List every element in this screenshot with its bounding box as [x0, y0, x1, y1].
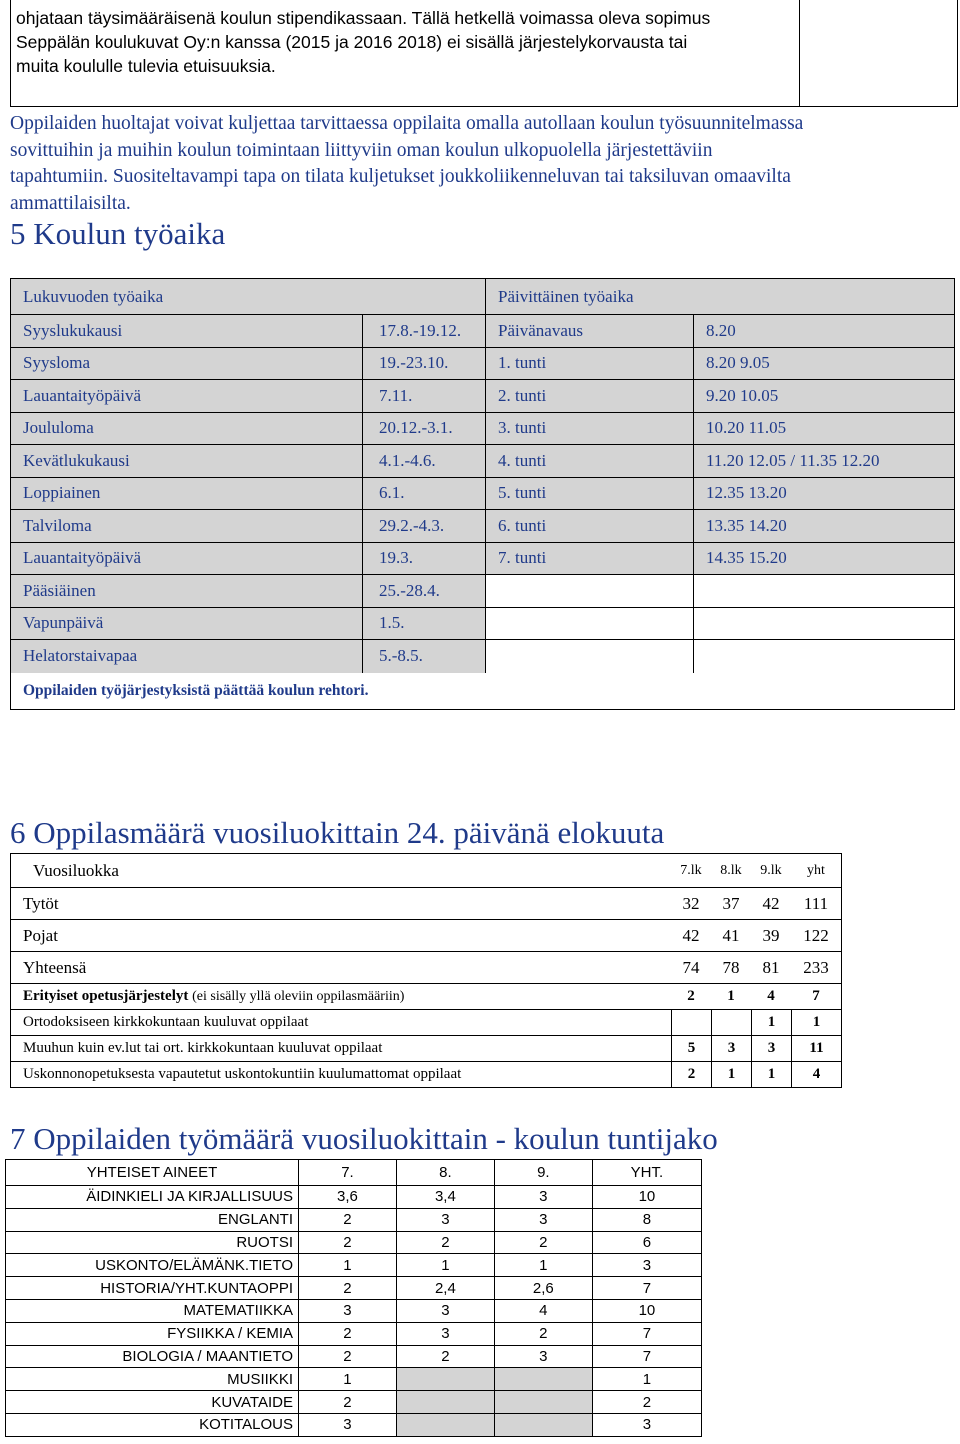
- table-cell: Helatorstaivapaa: [11, 640, 363, 673]
- table-cell: 1.5.: [363, 608, 486, 641]
- table-cell: 4. tunti: [486, 445, 694, 478]
- text-line: tapahtumiin. Suositeltavampi tapa on tilata kuljetukset joukkoliikenneluvan tai taksiluvan omaavilta: [10, 166, 791, 187]
- table-cell: Vapunpäivä: [11, 608, 363, 641]
- table-cell: 3: [592, 1413, 701, 1436]
- text-line: Oppilaiden huoltajat voivat kuljettaa tarvittaessa oppilaita omalla autollaan koulun työsuunnitelmassa: [10, 113, 804, 134]
- table-cell: 41: [722, 925, 740, 945]
- table-cell: 3: [711, 1036, 751, 1061]
- table-cell: 1: [751, 1062, 791, 1087]
- section-5-heading: 5 Koulun työaika: [10, 216, 226, 251]
- table-row: [11, 608, 954, 641]
- table-cell: 2: [396, 1345, 494, 1368]
- table-cell: [694, 640, 954, 673]
- section-7-heading: 7 Oppilaiden työmäärä vuosiluokittain - koulun tuntijako: [10, 1121, 718, 1156]
- table-cell: [396, 1413, 494, 1436]
- table-cell: 13.35 14.20: [694, 510, 954, 543]
- table-cell: 7: [812, 988, 820, 1004]
- special-needs-row: [11, 983, 841, 1009]
- table-cell: 122: [803, 925, 829, 945]
- table-cell: 233: [803, 957, 829, 977]
- student-count-table: [10, 853, 842, 1088]
- table-row: [11, 380, 954, 413]
- text-line: sovittuihin ja muihin koulun toimintaan liittyviin oman koulun ulkopuolella järjestettäviin: [10, 139, 713, 161]
- header-label: Vuosiluokka: [33, 860, 119, 880]
- table-cell: 11.20 12.05 / 11.35 12.20: [694, 445, 954, 478]
- table-cell: 17.8.-19.12.: [363, 315, 486, 348]
- table-cell: 25.-28.4.: [363, 575, 486, 608]
- table-cell: 1: [727, 988, 735, 1004]
- top-box-text: [16, 6, 796, 78]
- subject-cell: KOTITALOUS: [6, 1413, 299, 1436]
- table-cell: 42: [762, 893, 780, 913]
- row-label-note: (ei sisälly yllä oleviin oppilasmääriin): [192, 989, 405, 1004]
- table-cell: 2: [299, 1277, 397, 1300]
- transport-paragraph: [10, 111, 955, 217]
- table-cell: 1: [299, 1254, 397, 1277]
- table-cell: 19.-23.10.: [363, 348, 486, 381]
- table-cell: Kevätlukukausi: [11, 445, 363, 478]
- table-cell: 81: [762, 957, 780, 977]
- subject-cell: BIOLOGIA / MAANTIETO: [6, 1345, 299, 1368]
- table-cell: 74: [682, 957, 700, 977]
- table-cell: 6: [592, 1231, 701, 1254]
- table-cell: [694, 608, 954, 641]
- lesson-distribution-table: [5, 1159, 702, 1437]
- table-cell: 14.35 15.20: [694, 543, 954, 576]
- table-row: [11, 575, 954, 608]
- table-cell: 1: [299, 1368, 397, 1391]
- table-cell: 2: [299, 1391, 397, 1414]
- table-cell: 20.12.-3.1.: [363, 413, 486, 446]
- table-row: [11, 478, 954, 511]
- header-cell: 7.lk: [680, 862, 702, 878]
- table-cell: Joululoma: [11, 413, 363, 446]
- table-cell: 78: [722, 957, 740, 977]
- header-cell: 7.: [299, 1160, 397, 1186]
- row-label: Tytöt: [23, 893, 59, 913]
- table-cell: 6. tunti: [486, 510, 694, 543]
- table-cell: 10.20 11.05: [694, 413, 954, 446]
- table-cell: [694, 575, 954, 608]
- table-cell: 37: [722, 893, 740, 913]
- table-row: [6, 1277, 702, 1300]
- header-cell: 8.: [396, 1160, 494, 1186]
- subject-cell: ÄIDINKIELI JA KIRJALLISUUS: [6, 1186, 299, 1209]
- header-cell: Lukuvuoden työaika: [11, 279, 486, 315]
- table-cell: Päivänavaus: [486, 315, 694, 348]
- subject-cell: USKONTO/ELÄMÄNK.TIETO: [6, 1254, 299, 1277]
- table-cell: 2,6: [494, 1277, 592, 1300]
- table-cell: [671, 1010, 711, 1035]
- table-cell: Syyslukukausi: [11, 315, 363, 348]
- footer-note: Oppilaiden työjärjestyksistä päättää koulun rehtori.: [23, 682, 369, 699]
- religion-row: [11, 1035, 841, 1061]
- table-cell: 9.20 10.05: [694, 380, 954, 413]
- table-cell: 2: [687, 988, 695, 1004]
- subject-cell: KUVATAIDE: [6, 1391, 299, 1414]
- table-cell: 2: [494, 1231, 592, 1254]
- table-cell: 8.20: [694, 315, 954, 348]
- table-cell: 1: [494, 1254, 592, 1277]
- table-cell: 39: [762, 925, 780, 945]
- table-cell: 2. tunti: [486, 380, 694, 413]
- row-label-bold: Erityiset opetusjärjestelyt: [23, 988, 189, 1004]
- table-cell: 2: [671, 1062, 711, 1087]
- table-cell: 3,4: [396, 1186, 494, 1209]
- school-calendar-table: [10, 278, 955, 710]
- table-cell: 8: [592, 1208, 701, 1231]
- table-row: [6, 1299, 702, 1322]
- table-cell: 3: [299, 1299, 397, 1322]
- header-cell: Päivittäinen työaika: [486, 279, 954, 315]
- header-cell: yht: [807, 862, 825, 878]
- table-cell: 4.1.-4.6.: [363, 445, 486, 478]
- table-cell: [486, 575, 694, 608]
- table-header-row: [11, 279, 954, 315]
- religion-row: [11, 1061, 841, 1087]
- table-cell: 3,6: [299, 1186, 397, 1209]
- table-cell: 3: [494, 1345, 592, 1368]
- table-cell: 2: [592, 1391, 701, 1414]
- table-row: [6, 1413, 702, 1436]
- table-cell: 2: [299, 1345, 397, 1368]
- header-cell: YHTEISET AINEET: [6, 1160, 299, 1186]
- header-cell: YHT.: [592, 1160, 701, 1186]
- footer-row: [11, 673, 954, 709]
- text-line: ohjataan täysimääräisenä koulun stipendikassaan. Tällä hetkellä voimassa oleva sopimus: [16, 8, 711, 28]
- table-cell: Syysloma: [11, 348, 363, 381]
- table-row: [6, 1391, 702, 1414]
- table-row: [6, 1254, 702, 1277]
- table-cell: 1: [791, 1010, 841, 1035]
- table-cell: 6.1.: [363, 478, 486, 511]
- table-cell: 10: [592, 1186, 701, 1209]
- table-cell: 5: [671, 1036, 711, 1061]
- table-cell: [396, 1368, 494, 1391]
- table-cell: 4: [767, 988, 775, 1004]
- table-row: [11, 413, 954, 446]
- table-cell: 2: [299, 1231, 397, 1254]
- table-cell: Loppiainen: [11, 478, 363, 511]
- table-row: [6, 1186, 702, 1209]
- table-cell: 1: [396, 1254, 494, 1277]
- header-cell: 8.lk: [720, 862, 742, 878]
- table-cell: 3: [396, 1322, 494, 1345]
- text-line: ammattilaisilta.: [10, 192, 131, 214]
- table-cell: 29.2.-4.3.: [363, 510, 486, 543]
- table-row: [11, 640, 954, 673]
- subject-cell: ENGLANTI: [6, 1208, 299, 1231]
- table-cell: 5. tunti: [486, 478, 694, 511]
- table-cell: 1: [592, 1368, 701, 1391]
- table-row: [11, 315, 954, 348]
- table-cell: 32: [682, 893, 700, 913]
- table-row: [11, 887, 841, 919]
- table-row: [11, 951, 841, 983]
- table-header-row: [6, 1160, 702, 1186]
- table-cell: 2: [299, 1322, 397, 1345]
- row-label: Yhteensä: [23, 957, 87, 977]
- table-cell: 8.20 9.05: [694, 348, 954, 381]
- subject-cell: MUSIIKKI: [6, 1368, 299, 1391]
- table-cell: 11: [791, 1036, 841, 1061]
- table-row: [11, 445, 954, 478]
- row-label: Muuhun kuin ev.lut tai ort. kirkkokuntaan kuuluvat oppilaat: [23, 1040, 383, 1056]
- text-line: muita koululle tulevia etuisuuksia.: [16, 56, 276, 76]
- table-cell: [711, 1010, 751, 1035]
- subject-cell: HISTORIA/YHT.KUNTAOPPI: [6, 1277, 299, 1300]
- row-label: [11, 988, 671, 1005]
- table-cell: 7: [592, 1322, 701, 1345]
- table-cell: 111: [803, 893, 829, 913]
- table-row: [11, 510, 954, 543]
- table-cell: 7: [592, 1345, 701, 1368]
- table-row: [6, 1345, 702, 1368]
- table-cell: 7: [592, 1277, 701, 1300]
- table-row: [6, 1231, 702, 1254]
- table-cell: 5.-8.5.: [363, 640, 486, 673]
- header-cell: 9.lk: [760, 862, 782, 878]
- table-cell: [494, 1391, 592, 1414]
- table-row: [6, 1322, 702, 1345]
- subject-cell: MATEMATIIKKA: [6, 1299, 299, 1322]
- table-cell: 3: [751, 1036, 791, 1061]
- table-cell: 4: [494, 1299, 592, 1322]
- table-cell: [486, 640, 694, 673]
- table-cell: 7.11.: [363, 380, 486, 413]
- table-cell: 2,4: [396, 1277, 494, 1300]
- table-row: [6, 1208, 702, 1231]
- religion-row: [11, 1009, 841, 1035]
- table-cell: [396, 1391, 494, 1414]
- table-cell: 7. tunti: [486, 543, 694, 576]
- table-cell: 1. tunti: [486, 348, 694, 381]
- subject-cell: RUOTSI: [6, 1231, 299, 1254]
- row-label: Pojat: [23, 925, 58, 945]
- table-cell: Talviloma: [11, 510, 363, 543]
- table-cell: 2: [396, 1231, 494, 1254]
- row-label: Uskonnonopetuksesta vapautetut uskontokuntiin kuulumattomat oppilaat: [23, 1066, 462, 1082]
- table-row: [6, 1368, 702, 1391]
- subject-cell: FYSIIKKA / KEMIA: [6, 1322, 299, 1345]
- table-row: [11, 543, 954, 576]
- table-cell: 1: [751, 1010, 791, 1035]
- table-cell: Lauantaityöpäivä: [11, 380, 363, 413]
- row-label: Ortodoksiseen kirkkokuntaan kuuluvat oppilaat: [23, 1014, 309, 1030]
- table-cell: 3: [299, 1413, 397, 1436]
- table-cell: 1: [711, 1062, 751, 1087]
- table-cell: 19.3.: [363, 543, 486, 576]
- table-header-row: [11, 853, 841, 887]
- table-cell: 42: [682, 925, 700, 945]
- table-cell: [494, 1368, 592, 1391]
- table-cell: [486, 608, 694, 641]
- table-cell: 10: [592, 1299, 701, 1322]
- text-line: Seppälän koulukuvat Oy:n kanssa (2015 ja 2016 2018) ei sisällä järjestelykorvausta tai: [16, 32, 688, 52]
- table-cell: 3: [592, 1254, 701, 1277]
- table-row: [11, 919, 841, 951]
- header-cell: 9.: [494, 1160, 592, 1186]
- table-cell: 2: [494, 1322, 592, 1345]
- table-cell: 3. tunti: [486, 413, 694, 446]
- table-cell: Lauantaityöpäivä: [11, 543, 363, 576]
- table-cell: 2: [299, 1208, 397, 1231]
- section-6-heading: 6 Oppilasmäärä vuosiluokittain 24. päivänä elokuuta: [10, 815, 665, 850]
- table-cell: 3: [494, 1208, 592, 1231]
- table-cell: 3: [396, 1208, 494, 1231]
- empty-cell: [799, 0, 958, 107]
- table-cell: 3: [396, 1299, 494, 1322]
- table-cell: [494, 1413, 592, 1436]
- table-cell: 3: [494, 1186, 592, 1209]
- table-row: [11, 348, 954, 381]
- table-cell: Pääsiäinen: [11, 575, 363, 608]
- table-cell: 12.35 13.20: [694, 478, 954, 511]
- table-cell: 4: [791, 1062, 841, 1087]
